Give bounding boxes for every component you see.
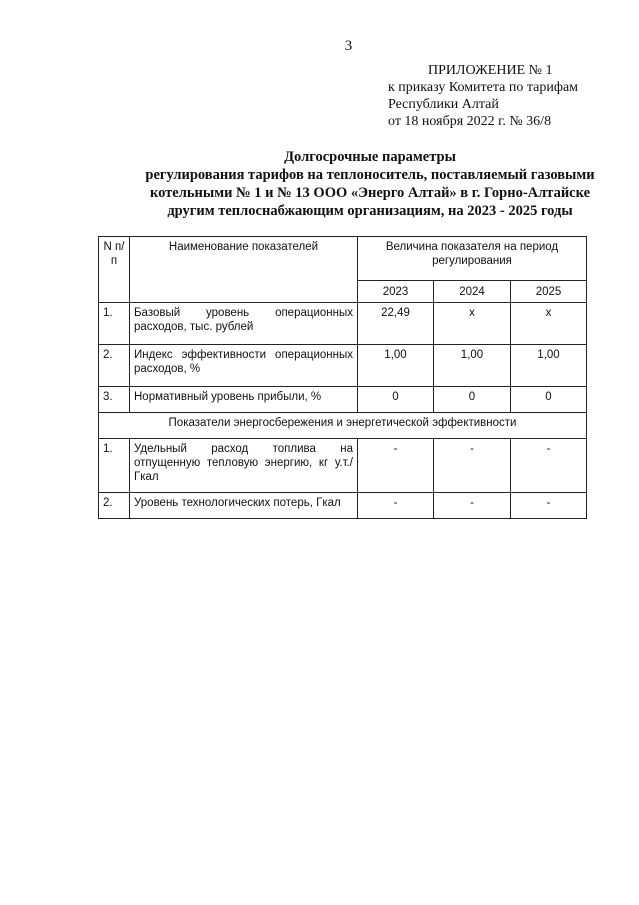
row-value: 0 [511, 387, 587, 413]
row-num: 2. [99, 493, 130, 519]
title-line: регулирования тарифов на теплоноситель, поставляемый газовыми [145, 167, 595, 183]
header-value: Величина показателя на период регулирования [358, 237, 587, 281]
appendix-block [388, 62, 578, 130]
title-line: Долгосрочные параметры [284, 149, 456, 165]
row-value: - [358, 493, 434, 519]
row-value: 0 [434, 387, 511, 413]
row-value: 0 [358, 387, 434, 413]
table-row [99, 439, 587, 493]
row-name: Базовый уровень операционных расходов, тыс. рублей [130, 303, 358, 345]
header-num: N п/п [99, 237, 130, 303]
table-row [99, 345, 587, 387]
row-value: - [434, 439, 511, 493]
row-name: Удельный расход топлива на отпущенную тепловую энергию, кг у.т./Гкал [130, 439, 358, 493]
year-header: 2023 [358, 281, 434, 303]
appendix-line: от 18 ноября 2022 г. № 36/8 [388, 114, 552, 129]
parameters-table [98, 236, 587, 519]
year-header: 2024 [434, 281, 511, 303]
table-row [99, 303, 587, 345]
row-name: Уровень технологических потерь, Гкал [130, 493, 358, 519]
row-value: 1,00 [434, 345, 511, 387]
year-header: 2025 [511, 281, 587, 303]
row-name: Индекс эффективности операционных расходов, % [130, 345, 358, 387]
row-value: х [434, 303, 511, 345]
row-value: - [434, 493, 511, 519]
appendix-heading: ПРИЛОЖЕНИЕ № 1 [428, 63, 553, 78]
row-value: - [358, 439, 434, 493]
row-num: 2. [99, 345, 130, 387]
table-row [99, 387, 587, 413]
row-value: х [511, 303, 587, 345]
page-number: 3 [344, 38, 353, 54]
title-line: другим теплоснабжающим организациям, на 2023 - 2025 годы [167, 203, 573, 219]
table-header-row [99, 237, 587, 281]
row-num: 3. [99, 387, 130, 413]
table-row [99, 493, 587, 519]
row-name: Нормативный уровень прибыли, % [130, 387, 358, 413]
row-num: 1. [99, 303, 130, 345]
appendix-line: к приказу Комитета по тарифам [388, 80, 579, 95]
row-value: - [511, 439, 587, 493]
appendix-line: Республики Алтай [388, 97, 499, 112]
title-line: котельными № 1 и № 13 ООО «Энерго Алтай» в г. Горно-Алтайске [149, 185, 591, 201]
row-value: 22,49 [358, 303, 434, 345]
header-name: Наименование показателей [130, 237, 358, 303]
row-value: 1,00 [358, 345, 434, 387]
section-title: Показатели энергосбережения и энергетической эффективности [99, 413, 587, 439]
row-value: - [511, 493, 587, 519]
row-num: 1. [99, 439, 130, 493]
section-header-row [99, 413, 587, 439]
document-title [110, 148, 630, 220]
row-value: 1,00 [511, 345, 587, 387]
